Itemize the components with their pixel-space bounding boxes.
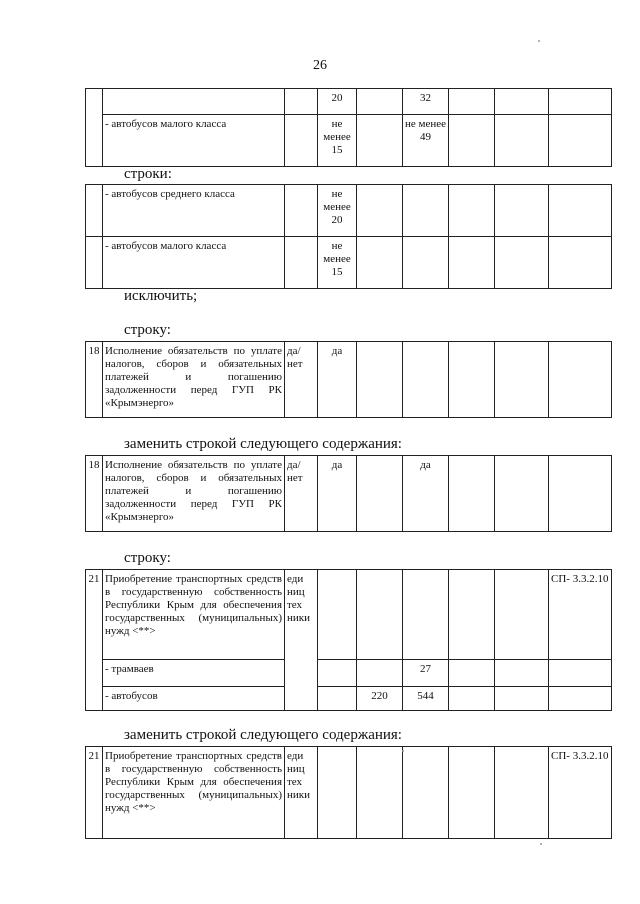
cell-value: да (318, 456, 357, 532)
table-row (86, 342, 612, 418)
cell-value: не менее 15 (318, 237, 357, 289)
table-row (86, 115, 612, 167)
cell-value: не менее 20 (318, 185, 357, 237)
row-text: Приобретение транспортных средств в государственную собственность Республики Крым для обеспечения государственных (муниципальных) нужд <**> (103, 747, 285, 839)
scan-speck (540, 843, 542, 845)
row-label: - автобусов (103, 687, 285, 711)
row-number: 18 (86, 342, 103, 418)
row-text: Исполнение обязательств по уплате налогов, сборов и обязательных платежей и погашению задолженности перед ГУП РК «Крымэнерго» (103, 456, 285, 532)
heading-rows: строки: (124, 166, 172, 182)
cell-value: 220 (357, 687, 403, 711)
table-row (86, 687, 612, 711)
row-unit: да/ нет (285, 456, 318, 532)
row-unit: да/ нет (285, 342, 318, 418)
row-label: - трамваев (103, 660, 285, 687)
scan-speck (402, 750, 404, 752)
table-fragment-3 (85, 341, 612, 418)
table-row (86, 660, 612, 687)
row-label: - автобусов малого класса (103, 115, 285, 167)
row-text: Исполнение обязательств по уплате налогов, сборов и обязательных платежей и погашению задолженности перед ГУП РК «Крымэнерго» (103, 342, 285, 418)
table-row (86, 237, 612, 289)
table-fragment-5 (85, 569, 612, 711)
heading-row: строку: (124, 322, 171, 338)
table-fragment-6 (85, 746, 612, 839)
cell-value: 32 (403, 89, 449, 115)
cell-value: 544 (403, 687, 449, 711)
cell-value: не менее 15 (318, 115, 357, 167)
cell-value: не менее 49 (403, 115, 449, 167)
heading-replace-1: заменить строкой следующего содержания: (124, 436, 402, 452)
row-number: 21 (86, 570, 103, 711)
row-unit: еди ниц тех ники (285, 747, 318, 839)
row-text: Приобретение транспортных средств в государственную собственность Республики Крым для обеспечения государственных (муниципальных) нужд <**> (103, 570, 285, 660)
row-number: 21 (86, 747, 103, 839)
table-fragment-4 (85, 455, 612, 532)
row-unit: еди ниц тех ники (285, 570, 318, 711)
table-row (86, 456, 612, 532)
scan-speck (538, 40, 540, 42)
cell-value: 20 (318, 89, 357, 115)
row-label: - автобусов малого класса (103, 237, 285, 289)
heading-replace-2: заменить строкой следующего содержания: (124, 727, 402, 743)
page-number: 26 (313, 58, 327, 73)
table-row (86, 89, 612, 115)
heading-exclude: исключить; (124, 288, 198, 304)
row-label: - автобусов среднего класса (103, 185, 285, 237)
heading-row-2: строку: (124, 550, 171, 566)
table-fragment-1 (85, 88, 612, 167)
table-row (86, 570, 612, 660)
table-row (86, 747, 612, 839)
table-fragment-2 (85, 184, 612, 289)
row-reference: СП- 3.3.2.10 (549, 747, 612, 839)
cell-value: да (318, 342, 357, 418)
row-reference: СП- 3.3.2.10 (549, 570, 612, 660)
cell-value: 27 (403, 660, 449, 687)
row-number: 18 (86, 456, 103, 532)
table-row (86, 185, 612, 237)
cell-value: да (403, 456, 449, 532)
